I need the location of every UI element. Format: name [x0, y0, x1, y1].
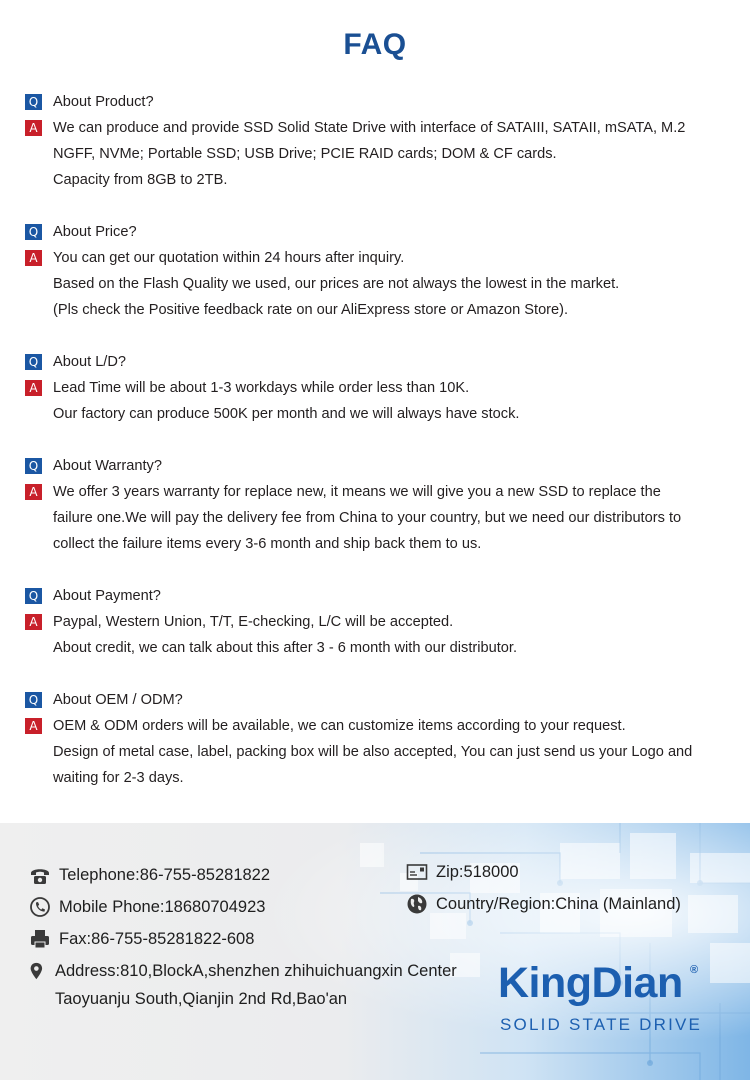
answer-line: Capacity from 8GB to 2TB.	[53, 172, 228, 188]
answer-badge-icon: A	[25, 614, 42, 630]
answer-line: Lead Time will be about 1-3 workdays while order less than 10K.	[53, 380, 470, 396]
answer-line: Based on the Flash Quality we used, our prices are not always the lowest in the market.	[53, 276, 620, 292]
phone-icon	[29, 896, 51, 918]
faq-answer	[25, 115, 725, 193]
answer-badge-icon: A	[25, 120, 42, 136]
answer-line: Paypal, Western Union, T/T, E-checking, L/C will be accepted.	[53, 614, 454, 630]
question-text: About OEM / ODM?	[53, 692, 183, 708]
registered-mark: ®	[690, 964, 699, 976]
location-pin-icon	[29, 960, 47, 982]
faq-question	[25, 453, 725, 479]
contact-footer	[0, 823, 750, 1080]
zip-row	[406, 861, 519, 886]
address-line-2: Taoyuanju South,Qianjin 2nd Rd,Bao'an	[55, 990, 348, 1008]
question-text: About Payment?	[53, 588, 161, 604]
address-line-1: Address:810,BlockA,shenzhen zhihuichuangxin Center	[55, 962, 457, 980]
brand-tagline: SOLID STATE DRIVE	[500, 1015, 703, 1034]
faq-answer	[25, 713, 725, 791]
mobile-text: Mobile Phone:18680704923	[59, 898, 266, 916]
answer-line: (Pls check the Positive feedback rate on our AliExpress store or Amazon Store).	[53, 302, 569, 318]
country-text: Country/Region:China (Mainland)	[436, 895, 681, 913]
mail-icon	[406, 861, 428, 883]
question-text: About Product?	[53, 94, 154, 110]
faq-item	[25, 687, 725, 791]
question-text: About Warranty?	[53, 458, 162, 474]
faq-question	[25, 89, 725, 115]
address-row	[29, 960, 457, 1013]
answer-badge-icon: A	[25, 484, 42, 500]
faq-question	[25, 583, 725, 609]
telephone-text: Telephone:86-755-85281822	[59, 866, 271, 884]
address-text	[55, 957, 457, 1013]
question-text: About L/D?	[53, 354, 127, 370]
question-text: About Price?	[53, 224, 137, 240]
brand-logo: KingDian	[498, 959, 683, 1007]
page-title: FAQ	[343, 28, 407, 61]
telephone-row	[29, 864, 270, 889]
answer-line: collect the failure items every 3-6 month and ship back them to us.	[53, 536, 482, 552]
globe-icon	[406, 893, 428, 915]
faq-answer	[25, 609, 725, 661]
faq-question	[25, 349, 725, 375]
question-badge-icon: Q	[25, 354, 42, 370]
question-badge-icon: Q	[25, 692, 42, 708]
fax-text: Fax:86-755-85281822-608	[59, 930, 255, 948]
answer-line: waiting for 2-3 days.	[53, 770, 184, 786]
fax-row	[29, 928, 254, 953]
faq-item	[25, 453, 725, 557]
answer-line: Our factory can produce 500K per month and we will always have stock.	[53, 406, 520, 422]
faq-answer	[25, 479, 725, 557]
faq-question	[25, 219, 725, 245]
answer-badge-icon: A	[25, 250, 42, 266]
answer-line: You can get our quotation within 24 hours after inquiry.	[53, 250, 405, 266]
answer-line: OEM & ODM orders will be available, we can customize items according to your request.	[53, 718, 626, 734]
answer-line: Design of metal case, label, packing box will be also accepted, You can just send us your Logo and	[53, 744, 693, 760]
question-badge-icon: Q	[25, 94, 42, 110]
faq-item	[25, 349, 725, 427]
answer-line: NGFF, NVMe; Portable SSD; USB Drive; PCIE RAID cards; DOM & CF cards.	[53, 146, 557, 162]
telephone-icon	[29, 864, 51, 886]
faq-answer	[25, 375, 725, 427]
faq-item	[25, 583, 725, 661]
question-badge-icon: Q	[25, 458, 42, 474]
answer-line: failure one.We will pay the delivery fee from China to your country, but we need our distributors to	[53, 510, 682, 526]
question-badge-icon: Q	[25, 224, 42, 240]
faq-list	[25, 89, 725, 817]
zip-text: Zip:518000	[436, 863, 519, 881]
mobile-row	[29, 896, 265, 921]
fax-icon	[29, 928, 51, 950]
faq-item	[25, 219, 725, 323]
answer-line: About credit, we can talk about this after 3 - 6 month with our distributor.	[53, 640, 517, 656]
faq-question	[25, 687, 725, 713]
answer-badge-icon: A	[25, 718, 42, 734]
answer-line: We can produce and provide SSD Solid State Drive with interface of SATAIII, SATAII, mSATA, M.2	[53, 120, 686, 136]
answer-line: We offer 3 years warranty for replace new, it means we will give you a new SSD to replace the	[53, 484, 661, 500]
country-row	[406, 893, 681, 918]
question-badge-icon: Q	[25, 588, 42, 604]
faq-answer	[25, 245, 725, 323]
faq-item	[25, 89, 725, 193]
answer-badge-icon: A	[25, 380, 42, 396]
